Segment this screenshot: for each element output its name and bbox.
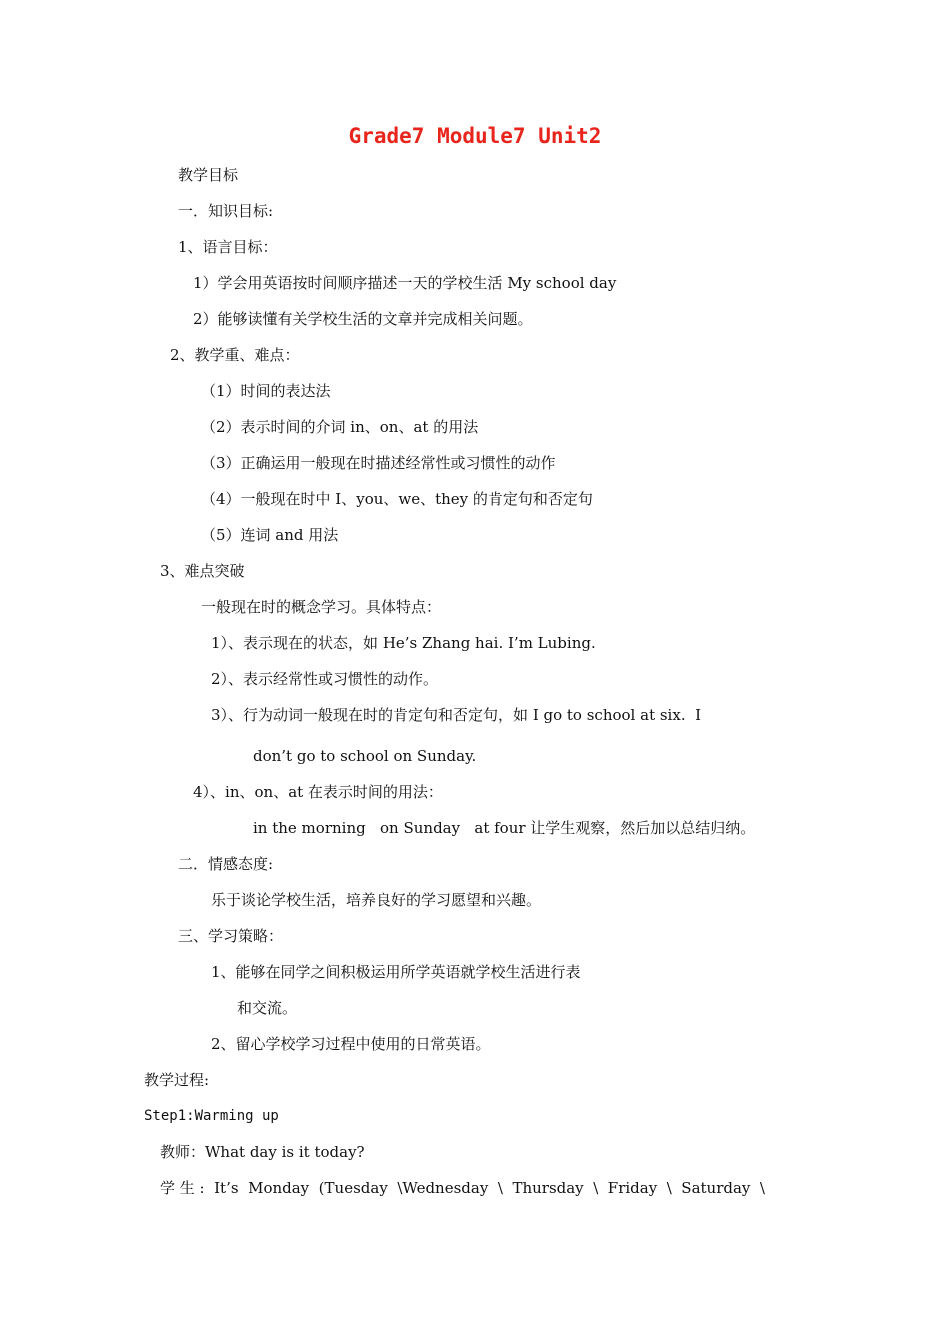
- key-point-5: （5）连词 and 用法: [201, 526, 339, 544]
- heading-knowledge-objectives: 一．知识目标:: [178, 202, 274, 220]
- strategy-item-1: 1、能够在同学之间积极运用所学英语就学校生活进行表: [211, 963, 581, 981]
- key-point-3: （3）正确运用一般现在时描述经常性或习惯性的动作: [201, 454, 556, 472]
- teacher-dialogue: 教师：What day is it today?: [160, 1143, 365, 1161]
- student-dialogue: 学 生 : It’s Monday (Tuesday \Wednesday \ Thursday \ Friday \ Saturday \: [160, 1179, 765, 1197]
- feature-item-1: 1）、表示现在的状态，如 He’s Zhang hai. I’m Lubing.: [211, 634, 596, 652]
- step-1-heading: Step1:Warming up: [144, 1108, 279, 1124]
- strategy-item-2: 2、留心学校学习过程中使用的日常英语。: [211, 1035, 491, 1053]
- heading-teaching-process: 教学过程:: [144, 1071, 210, 1089]
- heading-learning-strategies: 三、学习策略：: [178, 927, 284, 945]
- document-title: Grade7 Module7 Unit2: [348, 124, 602, 148]
- breakthrough-intro: 一般现在时的概念学习。具体特点：: [201, 598, 442, 616]
- strategy-item-1-continued: 和交流。: [237, 999, 298, 1017]
- key-point-2: （2）表示时间的介词 in、on、at 的用法: [201, 418, 479, 436]
- feature-item-2: 2）、表示经常性或习惯性的动作。: [211, 670, 439, 688]
- feature-item-4-examples: in the morning on Sunday at four 让学生观察，然后加以总结归纳。: [253, 819, 756, 837]
- heading-emotional-attitude: 二．情感态度:: [178, 855, 274, 873]
- section-heading-objectives: 教学目标: [178, 166, 239, 184]
- key-point-4: （4）一般现在时中 I、you、we、they 的肯定句和否定句: [201, 490, 593, 508]
- objective-item-2: 2）能够读懂有关学校生活的文章并完成相关问题。: [193, 310, 533, 328]
- key-point-1: （1）时间的表达法: [201, 382, 331, 400]
- feature-item-3-continued: don’t go to school on Sunday.: [253, 747, 477, 765]
- feature-item-4: 4）、in、on、at 在表示时间的用法：: [193, 783, 443, 801]
- emotional-attitude-text: 乐于谈论学校生活，培养良好的学习愿望和兴趣。: [211, 891, 542, 909]
- subheading-breakthrough: 3、难点突破: [160, 562, 245, 580]
- subheading-key-points: 2、教学重、难点：: [170, 346, 300, 364]
- feature-item-3: 3）、行为动词一般现在时的肯定句和否定句，如 I go to school at six. I: [211, 706, 702, 724]
- objective-item-1: 1）学会用英语按时间顺序描述一天的学校生活 My school day: [193, 274, 617, 292]
- subheading-language-objectives: 1、语言目标：: [178, 238, 278, 256]
